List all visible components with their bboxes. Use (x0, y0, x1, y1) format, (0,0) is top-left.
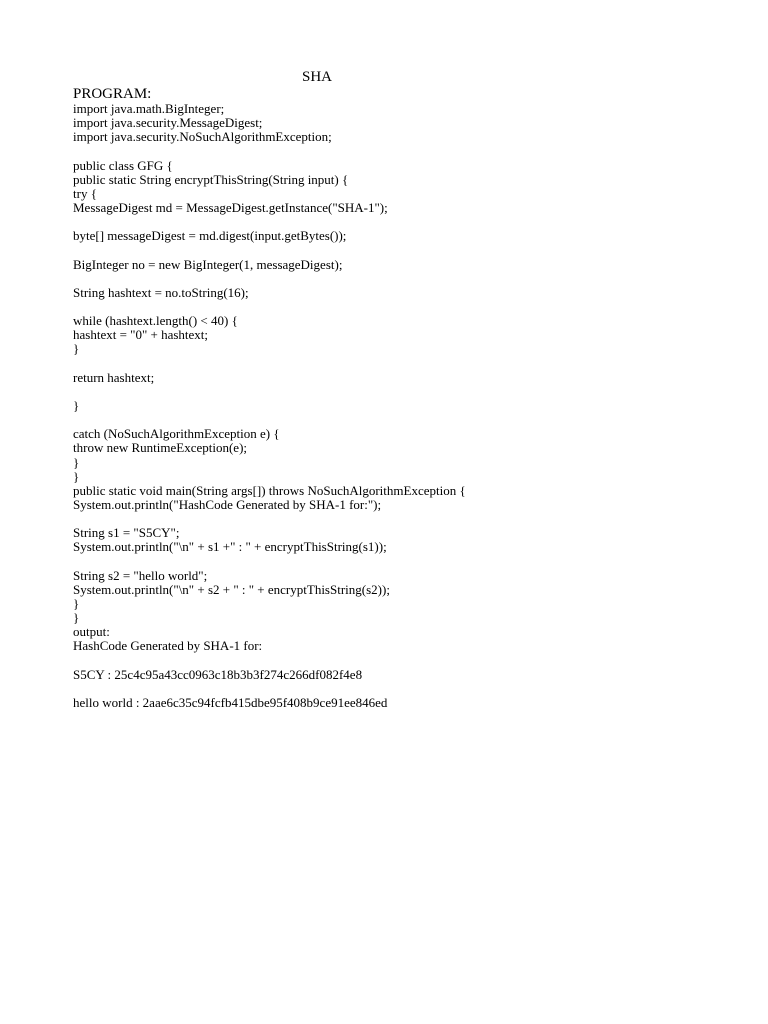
text-line (73, 385, 466, 399)
text-line (73, 215, 466, 229)
text-line: String s2 = "hello world"; (73, 567, 208, 583)
text-line: try { (73, 185, 97, 201)
text-line: byte[] messageDigest = md.digest(input.getBytes()); (73, 228, 347, 244)
text-line (73, 555, 466, 569)
text-line: HashCode Generated by SHA-1 for: (73, 638, 263, 654)
text-line: System.out.println("\n" + s1 +" : " + encryptThisString(s1)); (73, 539, 387, 555)
text-line: System.out.println("\n" + s2 + " : " + encryptThisString(s2)); (73, 581, 390, 597)
text-line (73, 512, 466, 526)
text-line: public static String encryptThisString(String input) { (73, 171, 349, 187)
text-line (73, 272, 466, 286)
text-line: BigInteger no = new BigInteger(1, messageDigest); (73, 256, 343, 272)
text-line: System.out.println("HashCode Generated by SHA-1 for:"); (73, 496, 382, 512)
text-line: return hashtext; (73, 369, 155, 385)
text-line: catch (NoSuchAlgorithmException e) { (73, 426, 280, 442)
text-line: String s1 = "S5CY"; (73, 525, 180, 541)
text-line: } (73, 454, 80, 470)
text-line: public static void main(String args[]) throws NoSuchAlgorithmException { (73, 482, 466, 498)
text-line: throw new RuntimeException(e); (73, 440, 248, 456)
text-line: output: (73, 624, 110, 640)
document-title: SHA (301, 69, 332, 85)
text-line (73, 243, 466, 257)
text-line: hello world : 2aae6c35c94fcfb415dbe95f408b9ce91ee846ed (73, 694, 388, 710)
program-heading: PROGRAM: (73, 86, 152, 102)
text-line (73, 682, 466, 696)
text-line (73, 413, 466, 427)
text-line: } (73, 397, 80, 413)
text-line: import java.security.NoSuchAlgorithmException; (73, 129, 332, 145)
text-line: hashtext = "0" + hashtext; (73, 327, 209, 343)
text-line: } (73, 468, 80, 484)
code-listing (73, 102, 466, 710)
text-line: } (73, 595, 80, 611)
text-line (73, 300, 466, 314)
text-line (73, 653, 466, 667)
text-line (73, 357, 466, 371)
text-line: } (73, 341, 80, 357)
text-line: S5CY : 25c4c95a43cc0963c18b3b3f274c266df082f4e8 (73, 666, 363, 682)
text-line: String hashtext = no.toString(16); (73, 284, 249, 300)
text-line: import java.math.BigInteger; (73, 101, 225, 116)
text-line: MessageDigest md = MessageDigest.getInstance("SHA-1"); (73, 199, 388, 215)
text-line: public class GFG { (73, 157, 173, 173)
text-line: while (hashtext.length() < 40) { (73, 313, 238, 329)
text-line: } (73, 610, 80, 626)
text-line (73, 144, 466, 158)
text-line: import java.security.MessageDigest; (73, 115, 263, 131)
